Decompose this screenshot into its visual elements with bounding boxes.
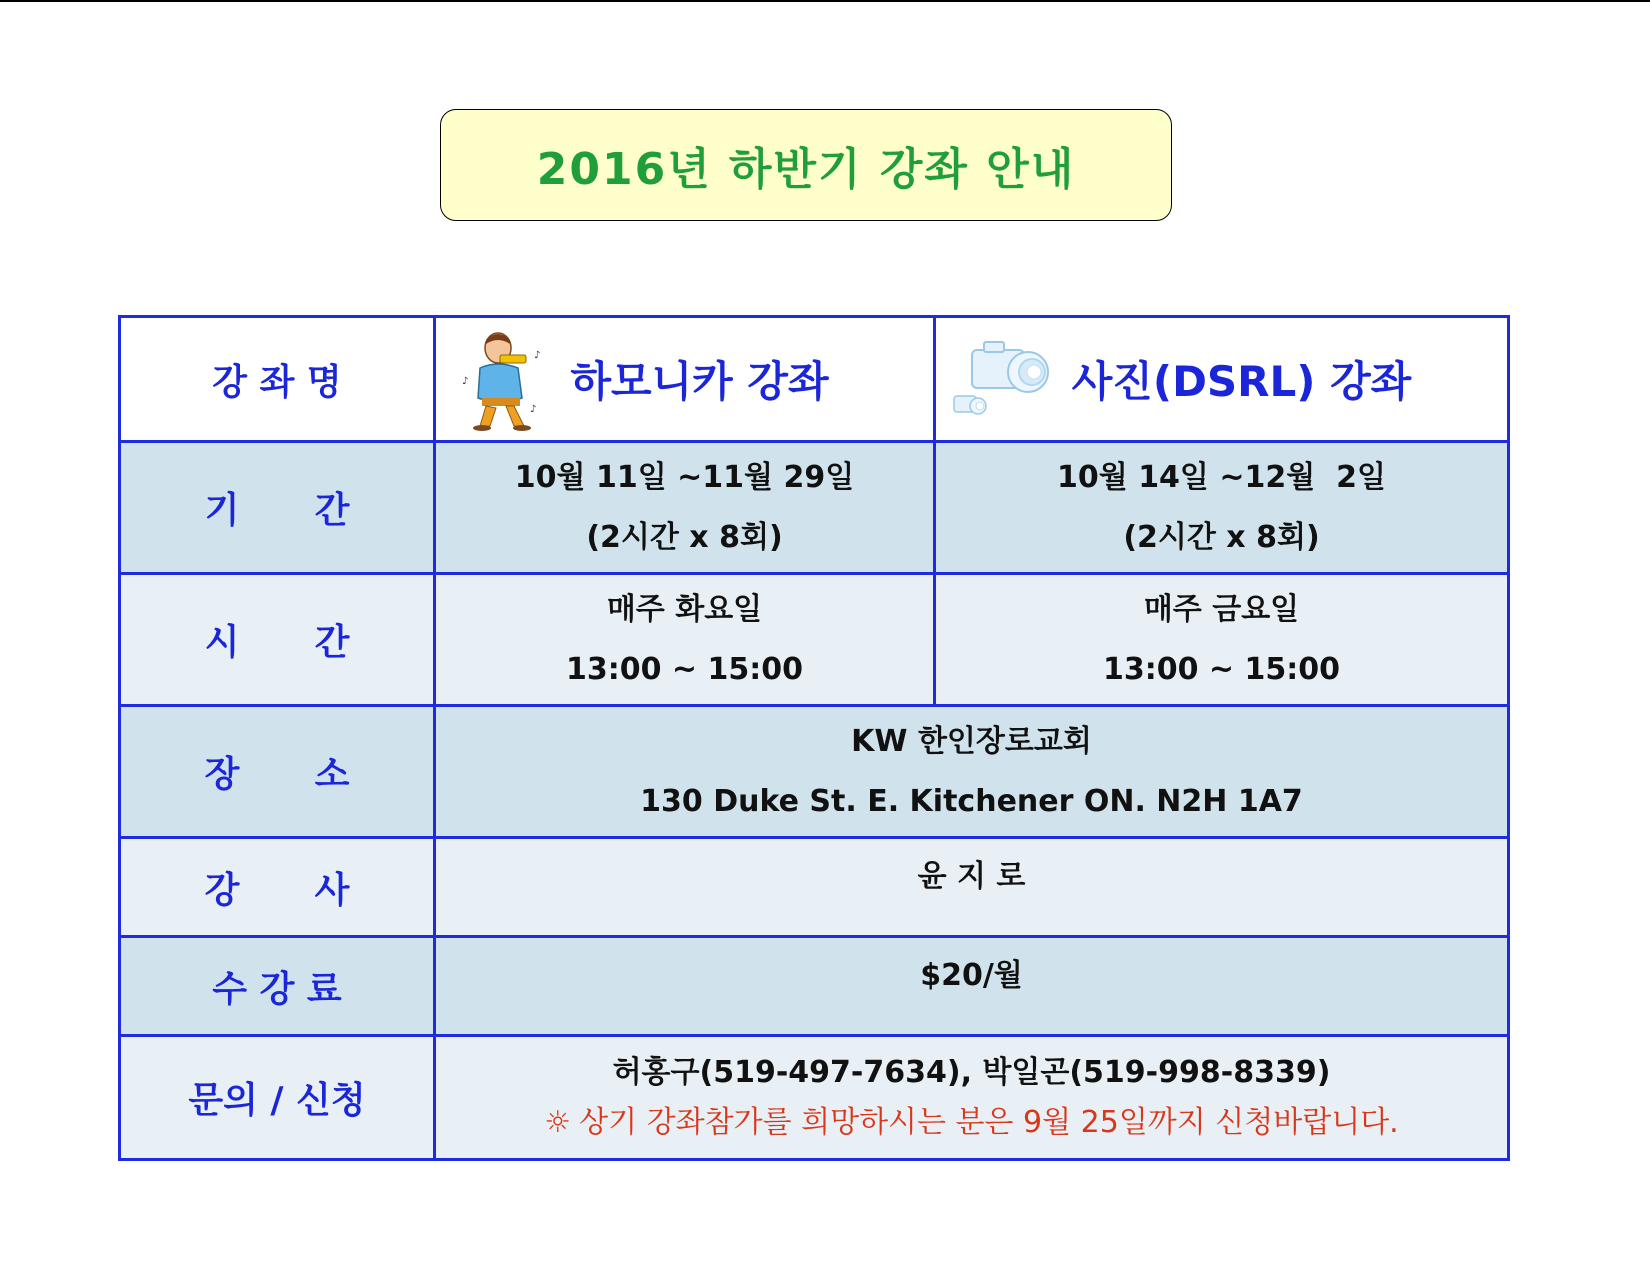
svg-text:♪: ♪ — [534, 350, 541, 361]
harmonica-course-cell — [435, 317, 935, 442]
period-row — [120, 442, 1509, 574]
instructor-row — [120, 838, 1509, 937]
photo-time-cell — [935, 574, 1509, 706]
fee-value-cell — [435, 937, 1509, 1036]
harmonica-time-day: 매주 화요일 — [606, 591, 763, 627]
course-name-row — [120, 317, 1509, 442]
fee-label: 수 강 료 — [212, 968, 342, 1010]
time-label-cell — [120, 574, 435, 706]
harmonica-time-cell — [435, 574, 935, 706]
fee-amount: $20/월 — [920, 958, 1023, 993]
instructor-label-cell — [120, 838, 435, 937]
photo-course-title: 사진(DSRL) 강좌 — [1071, 357, 1412, 406]
photo-time-day: 매주 금요일 — [1143, 591, 1300, 627]
harmonica-period-cell — [435, 442, 935, 574]
photo-time-hours: 13:00 ~ 15:00 — [1102, 651, 1340, 687]
fee-label-cell — [120, 937, 435, 1036]
photo-period-dates: 10월 14일 ~12월 2일 — [1057, 459, 1386, 495]
contact-phones: 허홍구(519-497-7634), 박일곤(519-998-8339) — [612, 1054, 1331, 1090]
place-label: 장 소 — [204, 754, 350, 795]
place-row — [120, 706, 1509, 838]
harmonica-player-icon — [458, 328, 550, 436]
photo-course-cell — [935, 317, 1509, 442]
instructor-label: 강 사 — [204, 869, 350, 911]
time-label: 시 간 — [204, 622, 350, 663]
contact-value-cell — [435, 1036, 1509, 1160]
course-name-label-cell — [120, 317, 435, 442]
page-title: 2016년 하반기 강좌 안내 — [536, 144, 1076, 195]
time-row — [120, 574, 1509, 706]
photo-period-sessions: (2시간 x 8회) — [1123, 519, 1320, 555]
place-label-cell — [120, 706, 435, 838]
harmonica-period-dates: 10월 11일 ~11월 29일 — [514, 459, 855, 495]
camera-icon — [950, 334, 1070, 434]
place-value-cell — [435, 706, 1509, 838]
top-rule — [0, 0, 1650, 2]
svg-text:♪: ♪ — [530, 404, 537, 415]
course-name-label: 강 좌 명 — [212, 361, 342, 403]
contact-row — [120, 1036, 1509, 1160]
svg-text:♪: ♪ — [462, 376, 469, 387]
registration-notice-text: 상기 강좌참가를 희망하시는 분은 9월 25일까지 신청바랍니다. — [579, 1104, 1399, 1140]
fee-row — [120, 937, 1509, 1036]
period-label: 기 간 — [204, 490, 350, 531]
contact-label-cell — [120, 1036, 435, 1160]
registration-notice — [436, 1098, 1507, 1148]
sun-icon: ☼ — [544, 1104, 572, 1140]
harmonica-course-title: 하모니카 강좌 — [570, 357, 829, 406]
place-address: 130 Duke St. E. Kitchener ON. N2H 1A7 — [640, 783, 1303, 819]
place-name: KW 한인장로교회 — [851, 723, 1092, 759]
contact-label: 문의 / 신청 — [188, 1080, 366, 1121]
instructor-value-cell — [435, 838, 1509, 937]
title-box — [440, 109, 1172, 221]
harmonica-time-hours: 13:00 ~ 15:00 — [565, 651, 803, 687]
photo-period-cell — [935, 442, 1509, 574]
course-info-table — [118, 315, 1510, 1161]
harmonica-period-sessions: (2시간 x 8회) — [586, 519, 783, 555]
instructor-name: 윤 지 로 — [917, 859, 1026, 894]
period-label-cell — [120, 442, 435, 574]
